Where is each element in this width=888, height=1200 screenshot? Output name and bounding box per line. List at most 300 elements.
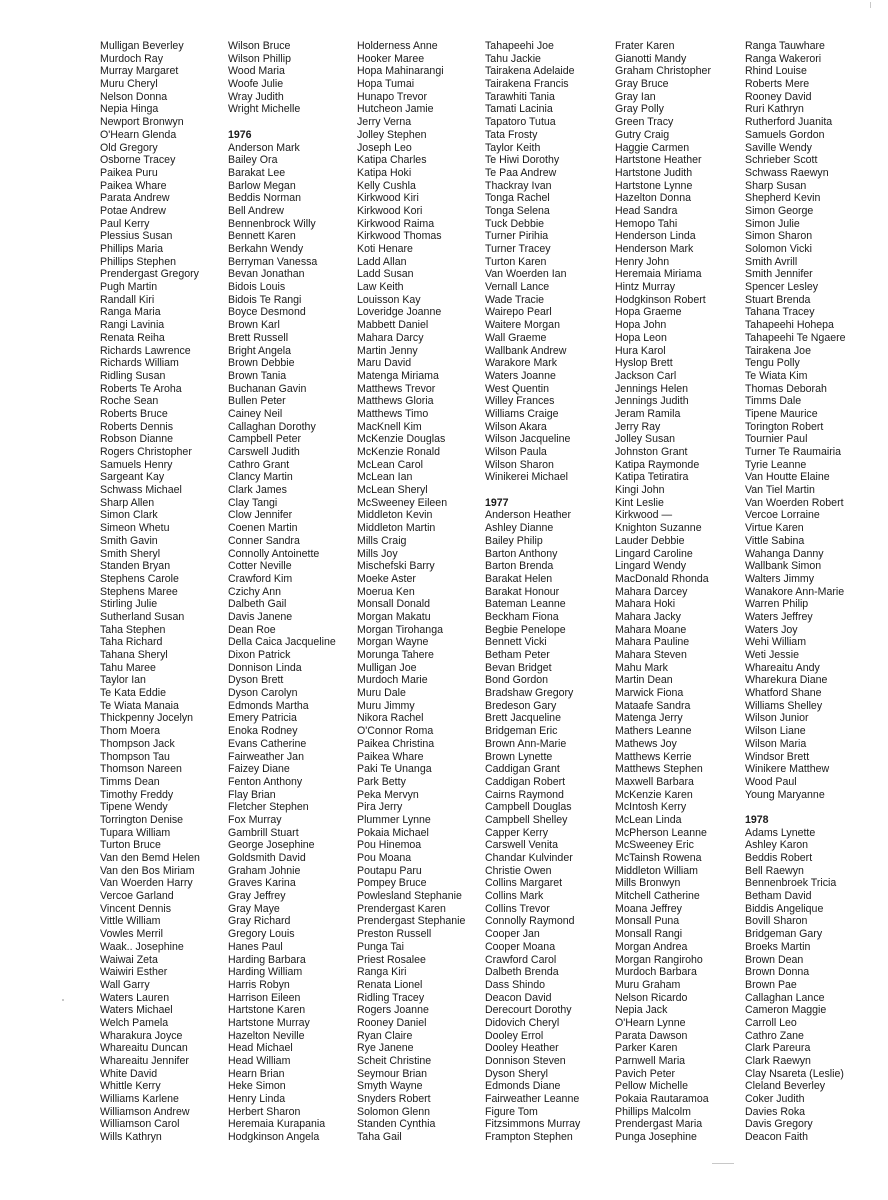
name-entry: Simon George <box>745 204 814 217</box>
name-entry: Vincent Dennis <box>100 902 172 915</box>
name-entry: Graham Christopher <box>615 65 711 78</box>
name-entry: Parnwell Maria <box>615 1055 686 1067</box>
name-entry: Gianotti Mandy <box>615 52 687 65</box>
name-entry: Paikea Puru <box>100 166 158 179</box>
name-entry: Kirkwood Thomas <box>357 230 442 243</box>
name-entry: Wall Graeme <box>485 331 547 344</box>
name-entry: Pokaia Rautaramoa <box>615 1093 709 1106</box>
name-entry: Hartstone Karen <box>228 1004 306 1017</box>
name-entry: Matthews Kerrie <box>615 750 692 763</box>
name-entry: Parata Dawson <box>615 1029 688 1042</box>
name-entry: Wilson Bruce <box>228 40 291 52</box>
name-entry: Priest Rosalee <box>357 953 426 966</box>
name-entry: Thomas Deborah <box>745 382 827 395</box>
name-entry: Dyson Carolyn <box>228 687 298 700</box>
name-entry: Welch Pamela <box>100 1016 169 1029</box>
name-entry: Jennings Helen <box>615 382 689 395</box>
name-entry: Biddis Angelique <box>745 902 824 915</box>
name-entry: Brett Jacqueline <box>485 712 561 725</box>
scan-mark-bottom <box>712 1163 734 1164</box>
name-entry: Thompson Tau <box>100 750 170 763</box>
name-entry: Katipa Hoki <box>357 166 412 179</box>
name-entry: Bennett Karen <box>228 230 296 243</box>
name-entry: Buchanan Gavin <box>228 382 307 395</box>
name-entry: Turton Bruce <box>100 839 161 852</box>
name-entry: Vercoe Lorraine <box>745 509 820 522</box>
name-entry: Stephens Carole <box>100 572 179 585</box>
name-entry: Morgan Wayne <box>357 636 429 649</box>
name-entry: Pira Jerry <box>357 801 403 814</box>
name-entry: Tahana Sheryl <box>100 649 168 661</box>
name-entry: Thompson Jack <box>100 737 175 750</box>
name-entry: Paikea Whare <box>357 750 424 763</box>
name-entry: Barakat Lee <box>228 166 286 179</box>
name-entry: Beddis Norman <box>228 192 302 205</box>
name-entry: Tupara William <box>100 826 171 839</box>
name-entry: Mataafe Sandra <box>615 699 691 712</box>
name-entry: Knighton Suzanne <box>615 522 702 535</box>
name-entry: Ladd Allan <box>357 255 407 268</box>
name-entry: Taha Gail <box>357 1131 402 1144</box>
name-entry: Wanakore Ann-Marie <box>745 585 845 598</box>
name-entry: Marwick Fiona <box>615 687 684 700</box>
name-entry: Shepherd Kevin <box>745 192 821 205</box>
name-entry: Frater Karen <box>615 40 675 52</box>
name-entry: Mills Joy <box>357 547 398 560</box>
name-entry: Wilson Sharon <box>485 458 554 471</box>
name-entry: Mischefski Barry <box>357 560 435 573</box>
name-entry: Tahu Jackie <box>485 52 541 65</box>
name-entry: Carswell Venita <box>485 839 559 852</box>
name-entry: Kirkwood Kiri <box>357 192 419 205</box>
name-entry: Phillips Maria <box>100 243 163 255</box>
name-entry: Nelson Donna <box>100 90 168 103</box>
name-entry: Crawford Kim <box>228 572 293 585</box>
name-entry: Wallbank Simon <box>745 560 822 573</box>
name-entry: Parker Karen <box>615 1042 678 1055</box>
spacer <box>745 801 885 814</box>
name-entry: Dalbeth Brenda <box>485 966 559 979</box>
name-entry: Taylor Keith <box>485 141 541 154</box>
name-entry: Sharp Allen <box>100 496 155 509</box>
name-entry: George Josephine <box>228 839 315 852</box>
name-entry: Moerua Ken <box>357 585 415 598</box>
name-entry: Hazelton Neville <box>228 1029 305 1042</box>
name-entry: Tairakena Adelaide <box>485 65 575 78</box>
name-entry: Wall Garry <box>100 978 150 991</box>
name-entry: Waiwiri Esther <box>100 966 168 979</box>
name-entry: Peka Mervyn <box>357 788 419 801</box>
name-entry: Hopa John <box>615 319 667 332</box>
name-entry: Gray Maye <box>228 902 280 915</box>
name-entry: Hanes Paul <box>228 940 283 953</box>
name-entry: Wilson Liane <box>745 725 806 738</box>
name-entry: Collins Margaret <box>485 877 563 890</box>
name-entry: Vowles Merril <box>100 928 163 941</box>
name-entry: Van Woerden Ian <box>485 268 567 281</box>
name-entry: Gray Richard <box>228 915 291 928</box>
name-entry: McKenzie Douglas <box>357 433 446 446</box>
name-entry: Gregory Louis <box>228 928 295 941</box>
name-entry: Timothy Freddy <box>100 788 174 801</box>
name-entry: Dooley Errol <box>485 1029 544 1042</box>
name-entry: Ranga Maria <box>100 306 161 319</box>
name-entry: Pavich Peter <box>615 1067 676 1080</box>
name-entry: Matenga Jerry <box>615 712 683 725</box>
name-entry: Coenen Martin <box>228 522 298 535</box>
name-entry: Waters Michael <box>100 1004 173 1017</box>
name-entry: Hura Karol <box>615 344 666 357</box>
name-entry: Katipa Charles <box>357 154 427 167</box>
name-entry: Brown Dean <box>745 953 804 966</box>
name-entry: Paul Kerry <box>100 217 150 230</box>
name-entry: Samuels Gordon <box>745 128 825 141</box>
name-entry: Timms Dean <box>100 775 160 788</box>
name-entry: Cathro Zane <box>745 1029 804 1042</box>
name-column-5 <box>615 40 733 1144</box>
name-entry: Waiwai Zeta <box>100 953 158 966</box>
name-entry: Hazelton Donna <box>615 192 691 205</box>
name-entry: Moeke Aster <box>357 572 416 585</box>
name-entry: Robson Dianne <box>100 433 174 446</box>
name-entry: Van Woerden Robert <box>745 496 844 509</box>
name-entry: Betham David <box>745 890 812 903</box>
name-entry: Gray Bruce <box>615 78 669 91</box>
name-entry: Tonga Selena <box>485 204 550 217</box>
name-entry: Warren Philip <box>745 598 809 611</box>
name-entry: Brett Russell <box>228 331 289 344</box>
name-entry: Morgan Tirohanga <box>357 623 443 636</box>
name-entry: Davies Roka <box>745 1105 806 1118</box>
name-entry: Bell Raewyn <box>745 864 804 877</box>
name-entry: McTainsh Rowena <box>615 852 702 864</box>
name-entry: Fitzsimmons Murray <box>485 1118 581 1131</box>
name-entry: Wood Maria <box>228 65 285 78</box>
name-entry: Cainey Neil <box>228 407 283 420</box>
name-entry: Nepia Hinga <box>100 103 159 116</box>
name-entry: Dass Shindo <box>485 978 546 991</box>
name-entry: Lingard Wendy <box>615 560 687 573</box>
name-entry: Hopa Graeme <box>615 306 682 319</box>
name-entry: Dyson Sheryl <box>485 1067 548 1080</box>
name-entry: Nelson Ricardo <box>615 991 688 1004</box>
name-entry: Wahanga Danny <box>745 547 824 560</box>
name-entry: Bidois Louis <box>228 281 286 294</box>
name-entry: Faizey Diane <box>228 763 290 776</box>
name-entry: Prendergast Karen <box>357 902 446 915</box>
scan-mark-left <box>62 999 64 1001</box>
name-entry: Matthews Trevor <box>357 382 436 395</box>
name-entry: Wray Judith <box>228 90 284 103</box>
name-entry: Turner Te Raumairia <box>745 446 841 458</box>
name-entry: Matthews Gloria <box>357 395 434 408</box>
name-entry: Turner Tracey <box>485 243 551 255</box>
name-entry: Goldsmith David <box>228 852 306 864</box>
name-entry: Tairakena Francis <box>485 78 569 91</box>
name-entry: Timms Dale <box>745 395 802 408</box>
name-entry: Head William <box>228 1055 291 1067</box>
name-entry: Waak.. Josephine <box>100 940 184 953</box>
name-entry: Harrison Eileen <box>228 991 301 1004</box>
name-entry: Hodgkinson Angela <box>228 1131 320 1144</box>
name-entry: Conner Sandra <box>228 534 300 547</box>
name-entry: Monsall Donald <box>357 598 431 611</box>
name-entry: Vittle Sabina <box>745 534 805 547</box>
name-entry: Prendergast Stephanie <box>357 915 466 928</box>
name-entry: Broeks Martin <box>745 940 811 953</box>
name-entry: Tarawhiti Tania <box>485 90 555 103</box>
name-entry: Harding William <box>228 966 303 979</box>
name-entry: Powlesland Stephanie <box>357 890 462 903</box>
name-entry: Waters Joanne <box>485 369 556 382</box>
name-entry: Graves Karina <box>228 877 296 890</box>
name-column-2 <box>228 40 352 1144</box>
name-entry: Saville Wendy <box>745 141 812 154</box>
name-entry: Hintz Murray <box>615 281 676 294</box>
name-entry: Sharp Susan <box>745 179 807 192</box>
name-entry: Morunga Tahere <box>357 649 434 661</box>
name-entry: Sutherland Susan <box>100 610 185 623</box>
name-entry: Whatford Shane <box>745 687 822 700</box>
name-entry: Bidois Te Rangi <box>228 293 302 306</box>
name-entry: Jackson Carl <box>615 369 677 382</box>
name-entry: Heremaia Kurapania <box>228 1118 326 1131</box>
name-entry: Bradshaw Gregory <box>485 687 574 700</box>
name-entry: Henry Linda <box>228 1093 286 1106</box>
name-entry: Mitchell Catherine <box>615 890 700 903</box>
name-entry: Christie Owen <box>485 864 552 877</box>
name-entry: Schwass Raewyn <box>745 166 829 179</box>
name-entry: Clark Raewyn <box>745 1055 811 1067</box>
name-entry: Holderness Anne <box>357 40 438 52</box>
name-column-6 <box>745 40 885 1144</box>
name-entry: Brown Donna <box>745 966 810 979</box>
name-entry: Hunapo Trevor <box>357 90 428 103</box>
name-entry: Gray Polly <box>615 103 664 116</box>
name-entry: Connolly Antoinette <box>228 547 320 560</box>
name-entry: Windsor Brett <box>745 750 810 763</box>
name-entry: Anderson Heather <box>485 509 571 522</box>
name-entry: Maru David <box>357 357 412 370</box>
name-entry: Wade Tracie <box>485 293 545 306</box>
name-entry: Ridling Tracey <box>357 991 425 1004</box>
name-entry: Vittle William <box>100 915 161 928</box>
name-entry: Phillips Stephen <box>100 255 176 268</box>
name-entry: Thom Moera <box>100 725 161 738</box>
name-entry: Tournier Paul <box>745 433 808 446</box>
name-entry: Deacon Faith <box>745 1131 809 1144</box>
name-entry: Seymour Brian <box>357 1067 428 1080</box>
name-entry: Head Sandra <box>615 204 678 217</box>
year-heading: 1976 <box>228 128 252 141</box>
name-entry: Clark James <box>228 484 287 497</box>
name-entry: Wilson Akara <box>485 420 547 433</box>
name-entry: Brown Tania <box>228 369 287 382</box>
name-entry: Rogers Joanne <box>357 1004 429 1017</box>
name-entry: Hyslop Brett <box>615 357 673 370</box>
name-entry: Campbell Douglas <box>485 801 572 814</box>
name-entry: Nepia Jack <box>615 1004 668 1017</box>
name-entry: Roberts Dennis <box>100 420 174 433</box>
name-entry: Begbie Penelope <box>485 623 566 636</box>
name-entry: Jolley Stephen <box>357 128 427 141</box>
name-entry: Barton Anthony <box>485 547 558 560</box>
name-entry: Emery Patricia <box>228 712 297 725</box>
name-entry: Muru Cheryl <box>100 78 158 91</box>
name-entry: Bridgeman Eric <box>485 725 558 738</box>
name-entry: Wallbank Andrew <box>485 344 567 357</box>
name-entry: Bevan Jonathan <box>228 268 305 281</box>
name-entry: Prendergast Maria <box>615 1118 703 1131</box>
name-entry: McSweeney Eric <box>615 839 694 852</box>
name-entry: White David <box>100 1067 158 1080</box>
name-entry: Loveridge Joanne <box>357 306 442 319</box>
name-entry: Pou Hinemoa <box>357 839 422 852</box>
scan-mark-top-right <box>870 2 871 8</box>
spacer <box>228 116 352 129</box>
name-entry: O'Connor Roma <box>357 725 434 738</box>
name-entry: Derecourt Dorothy <box>485 1004 572 1017</box>
name-entry: Te Kata Eddie <box>100 687 166 700</box>
name-entry: Wehi William <box>745 636 807 649</box>
name-entry: Wharakura Joyce <box>100 1029 183 1042</box>
name-entry: Berkahn Wendy <box>228 243 304 255</box>
name-entry: Cooper Jan <box>485 928 540 941</box>
name-column-1 <box>100 40 222 1144</box>
name-entry: Wood Paul <box>745 775 797 788</box>
name-entry: Cleland Beverley <box>745 1080 826 1093</box>
name-entry: Park Betty <box>357 775 406 788</box>
name-entry: Matthews Stephen <box>615 763 703 776</box>
name-entry: Williams Craige <box>485 407 559 420</box>
name-entry: O'Hearn Lynne <box>615 1016 686 1029</box>
name-entry: Bailey Philip <box>485 534 543 547</box>
name-entry: Warakore Mark <box>485 357 558 370</box>
name-entry: McPherson Leanne <box>615 826 707 839</box>
name-entry: Gray Ian <box>615 90 656 103</box>
name-entry: Newport Bronwyn <box>100 116 184 129</box>
name-entry: Davis Janene <box>228 610 293 623</box>
name-entry: Brown Lynette <box>485 750 553 763</box>
name-entry: Smith Gavin <box>100 534 158 547</box>
name-entry: Tahapeehi Hohepa <box>745 319 834 332</box>
name-entry: Stephens Maree <box>100 585 178 598</box>
name-entry: Cotter Neville <box>228 560 292 573</box>
name-entry: Van den Bemd Helen <box>100 852 200 864</box>
name-entry: Lingard Caroline <box>615 547 693 560</box>
name-entry: Berryman Vanessa <box>228 255 318 268</box>
name-entry: Turton Karen <box>485 255 547 268</box>
name-entry: Hopa Tumai <box>357 78 415 91</box>
name-entry: Law Keith <box>357 281 404 294</box>
name-entry: Martin Jenny <box>357 344 418 357</box>
name-entry: Brown Debbie <box>228 357 295 370</box>
name-entry: Clancy Martin <box>228 471 293 484</box>
name-entry: Roberts Mere <box>745 78 810 91</box>
name-entry: Pou Moana <box>357 852 412 864</box>
name-entry: McKenzie Ronald <box>357 446 441 458</box>
name-entry: Bullen Peter <box>228 395 286 408</box>
name-entry: Frampton Stephen <box>485 1131 573 1144</box>
name-entry: Ranga Tauwhare <box>745 40 825 52</box>
name-entry: Solomon Vicki <box>745 243 812 255</box>
name-entry: Martin Dean <box>615 674 673 687</box>
name-entry: Beddis Robert <box>745 852 813 864</box>
name-entry: Jeram Ramila <box>615 407 681 420</box>
name-entry: McIntosh Kerry <box>615 801 687 814</box>
name-entry: Bond Gordon <box>485 674 549 687</box>
name-entry: Paikea Whare <box>100 179 167 192</box>
name-entry: Whittle Kerry <box>100 1080 161 1093</box>
name-entry: Van Tiel Martin <box>745 484 815 497</box>
name-entry: Heremaia Miriama <box>615 268 702 281</box>
name-entry: Hemopo Tahi <box>615 217 678 230</box>
name-entry: Bredeson Gary <box>485 699 557 712</box>
name-entry: Whareaitu Duncan <box>100 1042 188 1055</box>
name-entry: Barakat Helen <box>485 572 553 585</box>
name-entry: Tahana Tracey <box>745 306 815 319</box>
name-entry: Taylor Ian <box>100 674 146 687</box>
name-entry: Morgan Rangiroho <box>615 953 703 966</box>
name-entry: Dean Roe <box>228 623 276 636</box>
name-entry: Mulligan Joe <box>357 661 417 674</box>
name-entry: Brown Karl <box>228 319 280 332</box>
name-entry: Richards Lawrence <box>100 344 191 357</box>
name-entry: Davis Gregory <box>745 1118 813 1131</box>
name-entry: Mathews Joy <box>615 737 677 750</box>
name-entry: Mahara Darcy <box>357 331 424 344</box>
name-entry: Fairweather Leanne <box>485 1093 580 1106</box>
year-heading: 1978 <box>745 813 769 826</box>
name-entry: Wills Kathryn <box>100 1131 162 1144</box>
name-entry: Barakat Honour <box>485 585 560 598</box>
name-entry: Thackray Ivan <box>485 179 552 192</box>
name-entry: Henderson Mark <box>615 243 694 255</box>
name-entry: Tairakena Joe <box>745 344 811 357</box>
name-entry: Donnison Linda <box>228 661 302 674</box>
name-entry: Te Paa Andrew <box>485 166 557 179</box>
name-entry: Bateman Leanne <box>485 598 566 611</box>
name-entry: Mulligan Beverley <box>100 40 184 52</box>
name-entry: Kirkwood — <box>615 509 673 522</box>
name-entry: Donnison Steven <box>485 1055 566 1067</box>
name-entry: Virtue Karen <box>745 522 804 535</box>
name-entry: Clow Jennifer <box>228 509 293 522</box>
name-entry: Brown Pae <box>745 978 797 991</box>
name-entry: Pokaia Michael <box>357 826 429 839</box>
name-entry: Gray Jeffrey <box>228 890 286 903</box>
name-entry: McLean Linda <box>615 813 682 826</box>
name-entry: Mahara Darcey <box>615 585 688 598</box>
name-entry: Rhind Louise <box>745 65 807 78</box>
name-entry: Chandar Kulvinder <box>485 852 573 864</box>
name-entry: Renata Lionel <box>357 978 423 991</box>
name-entry: Betham Peter <box>485 649 550 661</box>
name-entry: Matthews Timo <box>357 407 429 420</box>
name-entry: Rooney Daniel <box>357 1016 427 1029</box>
name-entry: Caddigan Grant <box>485 763 560 776</box>
name-entry: Deacon David <box>485 991 552 1004</box>
name-entry: Rogers Christopher <box>100 446 192 458</box>
name-entry: Simeon Whetu <box>100 522 170 535</box>
name-entry: McLean Sheryl <box>357 484 428 497</box>
name-entry: Wilson Maria <box>745 737 807 750</box>
name-entry: Kelly Cushla <box>357 179 416 192</box>
name-entry: Hartstone Lynne <box>615 179 693 192</box>
name-entry: Thomson Nareen <box>100 763 182 776</box>
name-entry: Murdoch Marie <box>357 674 428 687</box>
name-entry: Murray Margaret <box>100 65 179 78</box>
